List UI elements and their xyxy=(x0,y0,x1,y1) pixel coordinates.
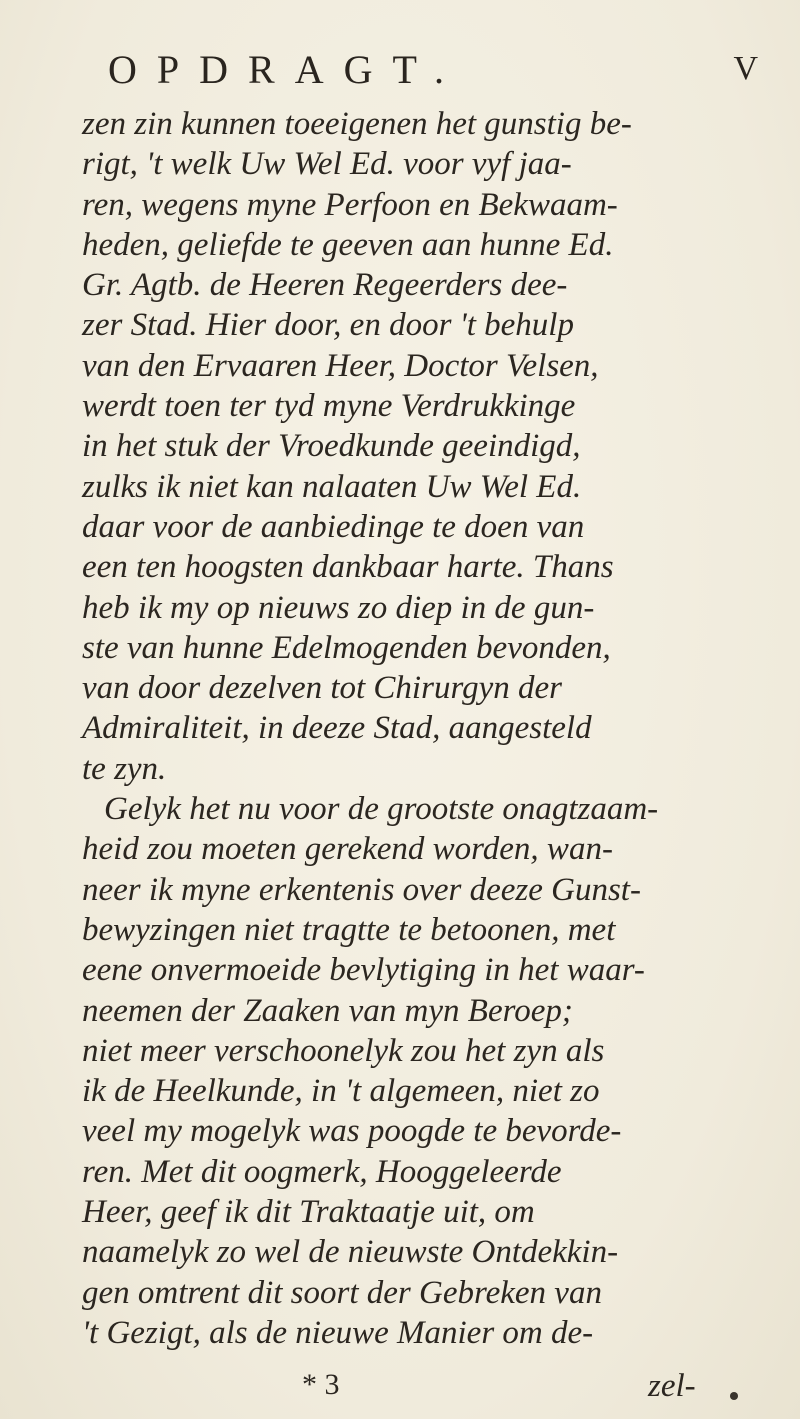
text-line: rigt, 't welk Uw Wel Ed. voor vyf jaa- xyxy=(82,146,572,183)
text-line: ik de Heelkunde, in 't algemeen, niet zo xyxy=(82,1073,600,1110)
text-line: van door dezelven tot Chirurgyn der xyxy=(82,670,562,707)
body-text xyxy=(82,104,742,1353)
running-title: OPDRAGT. xyxy=(108,47,464,92)
text-line: bewyzingen niet tragtte te betoonen, met xyxy=(82,911,616,948)
page-number: V xyxy=(733,50,758,87)
text-line: heb ik my op nieuws zo diep in de gun- xyxy=(82,589,595,626)
text-line: heden, geliefde te geeven aan hunne Ed. xyxy=(82,226,614,263)
page-footer xyxy=(0,1368,800,1408)
text-line: ste van hunne Edelmogenden bevonden, xyxy=(82,629,611,666)
text-line: ren. Met dit oogmerk, Hooggeleerde xyxy=(82,1153,562,1190)
signature-mark: * 3 xyxy=(302,1368,340,1401)
text-line: zer Stad. Hier door, en door 't behulp xyxy=(82,307,574,344)
text-line: veel my mogelyk was poogde te bevorde- xyxy=(82,1113,622,1150)
text-line: niet meer verschoonelyk zou het zyn als xyxy=(82,1032,605,1069)
text-line: Gr. Agtb. de Heeren Regeerders dee- xyxy=(82,267,568,304)
text-line: neemen der Zaaken van myn Beroep; xyxy=(82,992,573,1029)
text-line: gen omtrent dit soort der Gebreken van xyxy=(82,1274,602,1311)
paragraph-start-line: Gelyk het nu voor de grootste onagtzaam- xyxy=(104,791,659,828)
text-line: Heer, geef ik dit Traktaatje uit, om xyxy=(82,1194,535,1231)
text-line: in het stuk der Vroedkunde geeindigd, xyxy=(82,428,581,465)
text-line: daar voor de aanbiedinge te doen van xyxy=(82,508,585,545)
text-line: een ten hoogsten dankbaar harte. Thans xyxy=(82,549,614,586)
text-line: ren, wegens myne Perfoon en Bekwaam- xyxy=(82,186,618,223)
text-line: eene onvermoeide bevlytiging in het waar- xyxy=(82,952,645,989)
text-line: naamelyk zo wel de nieuwste Ontdekkin- xyxy=(82,1234,619,1271)
text-line: zen zin kunnen toeeigenen het gunstig be- xyxy=(82,106,632,142)
text-line: Admiraliteit, in deeze Stad, aangesteld xyxy=(82,710,592,747)
text-line: heid zou moeten gerekend worden, wan- xyxy=(82,831,613,868)
catchword: zel- xyxy=(648,1368,696,1404)
text-line: van den Ervaaren Heer, Doctor Velsen, xyxy=(82,347,599,384)
text-line: te zyn. xyxy=(82,750,167,787)
page-header xyxy=(0,46,800,96)
text-line: werdt toen ter tyd myne Verdrukkinge xyxy=(82,388,576,425)
text-line: neer ik myne erkentenis over deeze Gunst- xyxy=(82,871,641,908)
text-line: 't Gezigt, als de nieuwe Manier om de- xyxy=(82,1314,594,1351)
ink-speck xyxy=(730,1392,738,1400)
text-line: zulks ik niet kan nalaaten Uw Wel Ed. xyxy=(82,468,582,505)
